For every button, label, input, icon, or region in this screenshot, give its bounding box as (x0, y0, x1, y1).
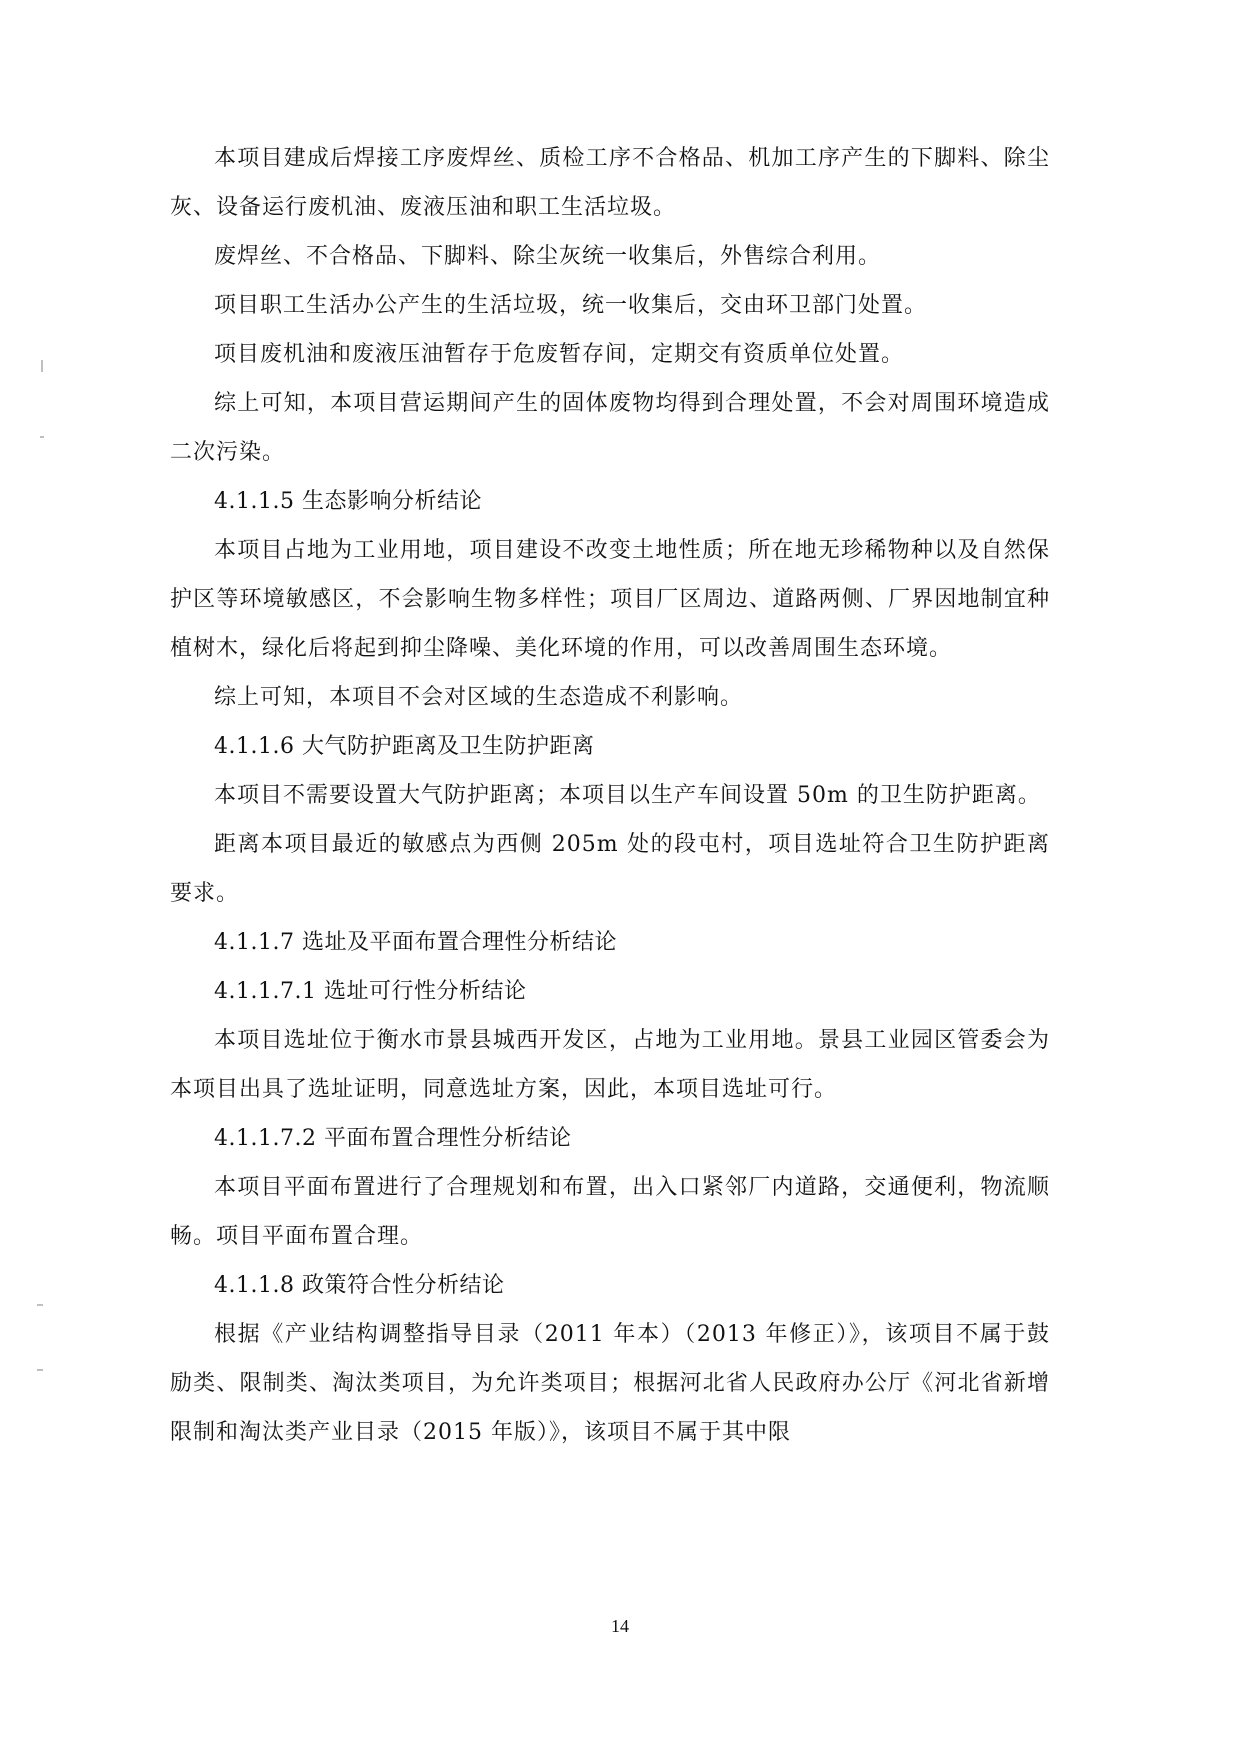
paragraph-layout-rationality: 本项目平面布置进行了合理规划和布置，出入口紧邻厂内道路，交通便利，物流顺畅。项目平面布置合理。 (170, 1175, 1050, 1249)
section-heading-layout-rationality: 4.1.1.7.2 平面布置合理性分析结论 (214, 1126, 572, 1151)
paragraph-solid-waste-conclusion: 综上可知，本项目营运期间产生的固体废物均得到合理处置，不会对周围环境造成二次污染。 (170, 391, 1050, 465)
paragraph-domestic-garbage: 项目职工生活办公产生的生活垃圾，统一收集后，交由环卫部门处置。 (214, 293, 928, 318)
paragraph-site-feasibility: 本项目选址位于衡水市景县城西开发区，占地为工业用地。景县工业园区管委会为本项目出具了选址证明，同意选址方案，因此，本项目选址可行。 (170, 1028, 1050, 1102)
section-heading-protection-distance: 4.1.1.6 大气防护距离及卫生防护距离 (214, 734, 595, 759)
scan-artifact (37, 1369, 43, 1371)
section-heading-site-layout: 4.1.1.7 选址及平面布置合理性分析结论 (214, 930, 617, 955)
paragraph-hazardous-oil: 项目废机油和废液压油暂存于危废暂存间，定期交有资质单位处置。 (214, 342, 905, 367)
paragraph-ecology-analysis: 本项目占地为工业用地，项目建设不改变土地性质；所在地无珍稀物种以及自然保护区等环境敏感区，不会影响生物多样性；项目厂区周边、道路两侧、厂界因地制宜种植树木，绿化后将起到抑尘降噪、美化环境的作用，可以改善周围生态环境。 (170, 538, 1050, 661)
paragraph-policy-compliance: 根据《产业结构调整指导目录（2011 年本）（2013 年修正）》，该项目不属于鼓励类、限制类、淘汰类项目，为允许类项目；根据河北省人民政府办公厅《河北省新增限制和淘汰类产业目录（2015 年版）》，该项目不属于其中限 (170, 1322, 1050, 1445)
section-heading-ecology: 4.1.1.5 生态影响分析结论 (214, 489, 482, 514)
page-number: 14 (611, 1616, 629, 1636)
scan-artifact (37, 1304, 43, 1306)
section-heading-site-feasibility: 4.1.1.7.1 选址可行性分析结论 (214, 979, 527, 1004)
paragraph-sensitive-point: 距离本项目最近的敏感点为西侧 205m 处的段屯村，项目选址符合卫生防护距离要求。 (170, 832, 1050, 906)
section-heading-policy-compliance: 4.1.1.8 政策符合性分析结论 (214, 1273, 505, 1298)
paragraph-waste-recycling: 废焊丝、不合格品、下脚料、除尘灰统一收集后，外售综合利用。 (214, 244, 882, 269)
paragraph-ecology-conclusion: 综上可知，本项目不会对区域的生态造成不利影响。 (214, 685, 744, 710)
scan-artifact (41, 360, 43, 372)
paragraph-solid-waste-sources: 本项目建成后焊接工序废焊丝、质检工序不合格品、机加工序产生的下脚料、除尘灰、设备运行废机油、废液压油和职工生活垃圾。 (170, 146, 1050, 220)
scan-artifact (40, 436, 44, 438)
paragraph-protection-distance: 本项目不需要设置大气防护距离；本项目以生产车间设置 50m 的卫生防护距离。 (214, 783, 1041, 808)
document-body (170, 134, 1050, 1457)
